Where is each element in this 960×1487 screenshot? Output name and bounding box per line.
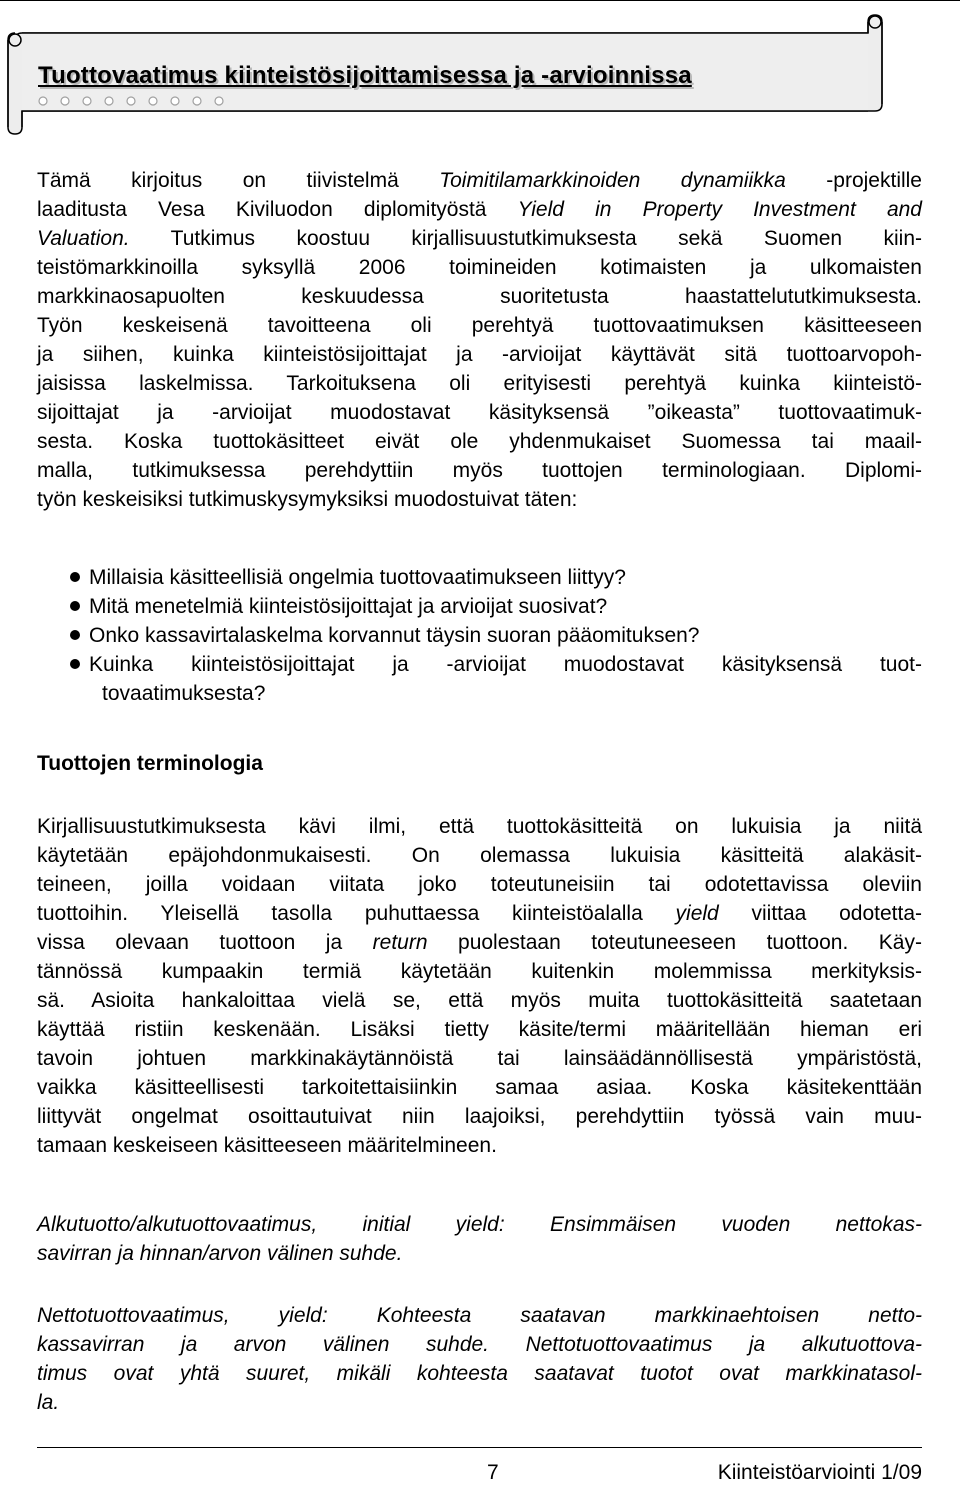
definition-initial-yield: [37, 1210, 922, 1268]
paragraph-line: tamaan keskeiseen käsitteeseen määritelmineen.: [37, 1134, 497, 1157]
intro-line: laaditusta Vesa Kiviluodon diplomityöstä Yield in Property Investment and: [37, 198, 922, 221]
intro-line: Työn keskeisenä tavoitteena oli perehtyä tuottovaatimuksen käsitteeseen: [37, 314, 922, 337]
bullet-icon: [70, 630, 80, 640]
paragraph-line: käyttää ristiin keskenään. Lisäksi tietty käsite/termi määritellään hieman eri: [37, 1018, 922, 1041]
article-title: Tuottovaatimus kiinteistösijoittamisessa ja -arvioinnissa: [38, 62, 692, 89]
paragraph-line: tännössä kumpaakin termiä käytetään kuitenkin molemmissa merkityksis-: [37, 960, 922, 983]
definition-line: kassavirran ja arvon välinen suhde. Nettotuottovaatimus ja alkutuottova-: [37, 1333, 922, 1356]
intro-line: ja siihen, kuinka kiinteistösijoittajat ja -arvioijat käyttävät sitä tuottoarvopoh-: [37, 343, 922, 366]
intro-line: jaisissa laskelmissa. Tarkoituksena oli erityisesti perehtyä kuinka kiinteistö-: [37, 372, 922, 395]
intro-line: Valuation. Tutkimus koostuu kirjallisuustutkimuksesta sekä Suomen kiin-: [37, 227, 922, 250]
definition-line: savirran ja hinnan/arvon välinen suhde.: [37, 1242, 403, 1265]
intro-line: malla, tutkimuksessa perehdyttiin myös tuottojen terminologiaan. Diplomi-: [37, 459, 922, 482]
intro-line: sesta. Koska tuottokäsitteet eivät ole yhdenmukaiset Suomessa tai maail-: [37, 430, 922, 453]
publication-name: Kiinteistöarviointi 1/09: [717, 1461, 922, 1484]
decorative-dots: [39, 97, 223, 105]
terminology-paragraph: [37, 812, 922, 1160]
paragraph-line: vaikka käsitteellisesti tarkoitettaisiinkin samaa asiaa. Koska käsitekenttään: [37, 1076, 922, 1099]
definition-yield: [37, 1301, 922, 1417]
paragraph-line: tavoin johtuen markkinakäytännöistä tai lainsäädännöllisestä ympäristöstä,: [37, 1047, 922, 1070]
bullet-icon: [70, 601, 80, 611]
section-heading: Tuottojen terminologia: [37, 752, 263, 775]
definition-line: Nettotuottovaatimus, yield: Kohteesta saatavan markkinaehtoisen netto-: [37, 1304, 922, 1327]
list-item: Millaisia käsitteellisiä ongelmia tuottovaatimukseen liittyy?: [70, 563, 922, 592]
research-questions-list: [70, 563, 922, 708]
intro-paragraph: [37, 166, 922, 514]
paragraph-line: liittyvät ongelmat osoittautuivat niin laajoiksi, perehdyttiin työssä vain muu-: [37, 1105, 922, 1128]
definition-line: la.: [37, 1391, 60, 1414]
bullet-icon: [70, 659, 80, 669]
intro-line: sijoittajat ja -arvioijat muodostavat käsityksensä ”oikeasta” tuottovaatimuk-: [37, 401, 922, 424]
bullet-icon: [70, 572, 80, 582]
intro-line: markkinaosapuolten keskuudessa suoritetusta haastattelututkimuksesta.: [37, 285, 922, 308]
paragraph-line: käytetään epäjohdonmukaisesti. On olemassa lukuisia käsitteitä alakäsit-: [37, 844, 922, 867]
definition-line: Alkutuotto/alkutuottovaatimus, initial yield: Ensimmäisen vuoden nettokas-: [37, 1213, 922, 1236]
paragraph-line: Kirjallisuustutkimuksesta kävi ilmi, että tuottokäsitteitä on lukuisia ja niitä: [37, 815, 922, 838]
paragraph-line: teineen, joilla voidaan viitata joko toteutuneisiin tai odotettavissa oleviin: [37, 873, 922, 896]
paragraph-line: tuottoihin. Yleisellä tasolla puhuttaessa kiinteistöalalla yield viittaa odotetta-: [37, 902, 922, 925]
paragraph-line: sä. Asioita hankaloittaa vielä se, että myös muita tuottokäsitteitä saatetaan: [37, 989, 922, 1012]
intro-line: teistömarkkinoilla syksyllä 2006 toimineiden kotimaisten ja ulkomaisten: [37, 256, 922, 279]
footer-divider: [37, 1447, 922, 1448]
intro-line: työn keskeisiksi tutkimuskysymyksiksi muodostuivat täten:: [37, 488, 578, 511]
list-item: Kuinka kiinteistösijoittajat ja -arvioijat muodostavat käsityksensä tuot- tovaatimuksesta?: [70, 650, 922, 708]
definition-line: timus ovat yhtä suuret, mikäli kohteesta saatavat tuotot ovat markkinatasol-: [37, 1362, 922, 1385]
paragraph-line: vissa olevaan tuottoon ja return puolestaan toteutuneeseen tuottoon. Käy-: [37, 931, 922, 954]
intro-line: Tämä kirjoitus on tiivistelmä Toimitilamarkkinoiden dynamiikka -projektille: [37, 169, 922, 192]
list-item: Mitä menetelmiä kiinteistösijoittajat ja arvioijat suosivat?: [70, 592, 922, 621]
page-number: 7: [487, 1461, 499, 1484]
list-item: Onko kassavirtalaskelma korvannut täysin suoran pääomituksen?: [70, 621, 922, 650]
